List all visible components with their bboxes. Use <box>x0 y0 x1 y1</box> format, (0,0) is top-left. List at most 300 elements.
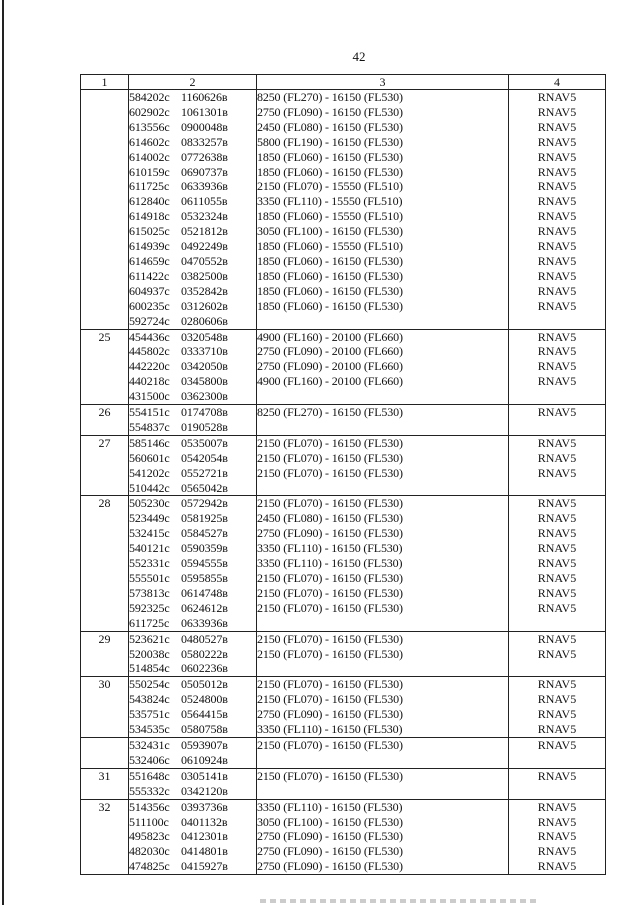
nav-spec-cell <box>509 405 606 436</box>
latitude-value: 442220с <box>129 359 170 374</box>
latitude-value: 611422с <box>129 268 170 283</box>
waypoint-line <box>129 299 256 314</box>
table-row <box>81 799 606 875</box>
nav-spec-line: RNAV5 <box>537 844 577 859</box>
waypoint-line <box>129 420 256 435</box>
waypoint-line <box>129 90 256 105</box>
latitude-value: 532415с <box>129 526 170 541</box>
altitude-range-line: 2150 (FL070) - 16150 (FL530) <box>257 692 403 707</box>
longitude-value: 0280606в <box>181 313 228 328</box>
nav-spec-line: RNAV5 <box>537 344 577 359</box>
waypoint-line <box>129 135 256 150</box>
altitude-range-line: 2750 (FL090) - 16150 (FL530) <box>257 707 403 722</box>
altitude-range-line: 2150 (FL070) - 16150 (FL530) <box>257 450 403 465</box>
altitude-range-cell <box>257 677 509 738</box>
altitude-range-line: 3350 (FL110) - 16150 (FL530) <box>257 799 403 814</box>
route-number-cell: 31 <box>81 768 129 799</box>
waypoint-line <box>129 436 256 451</box>
altitude-range-line: 2150 (FL070) - 16150 (FL530) <box>257 737 403 752</box>
nav-spec-line: RNAV5 <box>537 90 577 104</box>
waypoint-line <box>129 859 256 874</box>
altitude-range-line: 3350 (FL110) - 16150 (FL530) <box>257 722 403 737</box>
altitude-range-cell <box>257 405 509 436</box>
waypoint-line <box>129 344 256 359</box>
latitude-value: 554837с <box>129 419 170 434</box>
waypoints-cell <box>129 329 257 405</box>
table-row <box>81 677 606 738</box>
latitude-value: 535751с <box>129 707 170 722</box>
nav-spec-line: RNAV5 <box>537 646 577 661</box>
longitude-value: 0584527в <box>181 526 228 541</box>
longitude-value: 0412301в <box>181 829 228 844</box>
waypoint-line <box>129 616 256 631</box>
nav-spec-line: RNAV5 <box>537 209 577 224</box>
latitude-value: 560601с <box>129 450 170 465</box>
longitude-value: 0415927в <box>181 859 228 874</box>
nav-spec-line: RNAV5 <box>537 631 577 646</box>
altitude-range-line: 3050 (FL100) - 16150 (FL530) <box>257 814 403 829</box>
nav-spec-line: RNAV5 <box>537 511 577 526</box>
longitude-value: 0624612в <box>181 600 228 615</box>
longitude-value: 0333710в <box>181 344 228 359</box>
waypoint-line <box>129 586 256 601</box>
column-header-3: 3 <box>257 75 509 90</box>
altitude-range-cell <box>257 496 509 631</box>
altitude-range-line: 3050 (FL100) - 16150 (FL530) <box>257 224 403 239</box>
nav-spec-cell <box>509 496 606 631</box>
latitude-value: 552331с <box>129 556 170 571</box>
longitude-value: 0480527в <box>181 631 228 646</box>
altitude-range-line: 3350 (FL110) - 15550 (FL510) <box>257 194 403 209</box>
longitude-value: 0772638в <box>181 149 228 164</box>
nav-spec-line: RNAV5 <box>537 359 577 374</box>
latitude-value: 614939с <box>129 239 170 254</box>
nav-spec-cell <box>509 631 606 677</box>
altitude-range-line: 8250 (FL270) - 16150 (FL530) <box>257 90 403 104</box>
latitude-value: 602902с <box>129 104 170 119</box>
waypoint-line <box>129 269 256 284</box>
route-number-cell <box>81 90 129 330</box>
longitude-value: 0580758в <box>181 722 228 737</box>
table-row <box>81 329 606 405</box>
longitude-value: 1061301в <box>181 104 228 119</box>
latitude-value: 440218с <box>129 374 170 389</box>
longitude-value: 0633936в <box>181 615 228 630</box>
latitude-value: 474825с <box>129 859 170 874</box>
nav-spec-line: RNAV5 <box>537 600 577 615</box>
latitude-value: 584202с <box>129 90 170 104</box>
waypoints-cell <box>129 799 257 875</box>
latitude-value: 431500с <box>129 389 170 404</box>
latitude-value: 520038с <box>129 646 170 661</box>
longitude-value: 0833257в <box>181 134 228 149</box>
waypoint-line <box>129 753 256 768</box>
altitude-range-line: 2750 (FL090) - 16150 (FL530) <box>257 104 403 119</box>
altitude-range-line: 2150 (FL070) - 16150 (FL530) <box>257 768 403 783</box>
altitude-range-line: 1850 (FL060) - 16150 (FL530) <box>257 164 403 179</box>
longitude-value: 0572942в <box>181 496 228 511</box>
waypoints-cell <box>129 496 257 631</box>
altitude-range-cell <box>257 737 509 768</box>
waypoint-line <box>129 601 256 616</box>
table-row <box>81 496 606 631</box>
altitude-range-line: 2150 (FL070) - 16150 (FL530) <box>257 600 403 615</box>
latitude-value: 495823с <box>129 829 170 844</box>
longitude-value: 0352842в <box>181 283 228 298</box>
longitude-value: 0595855в <box>181 571 228 585</box>
altitude-range-line: 1850 (FL060) - 16150 (FL530) <box>257 283 403 298</box>
altitude-range-line: 1850 (FL060) - 15550 (FL510) <box>257 209 403 224</box>
altitude-range-line: 2150 (FL070) - 16150 (FL530) <box>257 435 403 450</box>
waypoint-line <box>129 526 256 541</box>
altitude-range-line: 2750 (FL090) - 20100 (FL660) <box>257 359 403 374</box>
waypoints-cell <box>129 677 257 738</box>
altitude-range-cell <box>257 799 509 875</box>
longitude-value: 0401132в <box>181 814 228 829</box>
altitude-range-line: 2750 (FL090) - 16150 (FL530) <box>257 829 403 844</box>
waypoints-cell <box>129 405 257 436</box>
nav-spec-line: RNAV5 <box>537 405 577 420</box>
nav-spec-line: RNAV5 <box>537 268 577 283</box>
nav-spec-cell <box>509 799 606 875</box>
latitude-value: 523449с <box>129 511 170 526</box>
nav-spec-cell <box>509 435 606 496</box>
latitude-value: 610159с <box>129 164 170 179</box>
longitude-value: 0552721в <box>181 465 228 480</box>
nav-spec-line: RNAV5 <box>537 329 577 344</box>
waypoint-line <box>129 330 256 345</box>
table-row <box>81 768 606 799</box>
altitude-range-line: 2150 (FL070) - 15550 (FL510) <box>257 179 403 194</box>
latitude-value: 543824с <box>129 692 170 707</box>
latitude-value: 454436с <box>129 329 170 344</box>
longitude-value: 0174708в <box>181 405 228 420</box>
latitude-value: 541202с <box>129 465 170 480</box>
nav-spec-line: RNAV5 <box>537 585 577 600</box>
altitude-range-line: 2750 (FL090) - 20100 (FL660) <box>257 344 403 359</box>
table-header-row <box>81 75 606 90</box>
waypoint-line <box>129 556 256 571</box>
route-number-cell: 32 <box>81 799 129 875</box>
longitude-value: 0393736в <box>181 799 228 814</box>
nav-spec-line: RNAV5 <box>537 496 577 511</box>
altitude-range-line: 2750 (FL090) - 16150 (FL530) <box>257 844 403 859</box>
nav-spec-line: RNAV5 <box>537 149 577 164</box>
nav-spec-line: RNAV5 <box>537 768 577 783</box>
waypoint-line <box>129 511 256 526</box>
longitude-value: 0521812в <box>181 224 228 239</box>
altitude-range-line: 3350 (FL110) - 16150 (FL530) <box>257 541 403 556</box>
waypoint-line <box>129 451 256 466</box>
latitude-value: 614659с <box>129 253 170 268</box>
waypoints-cell <box>129 631 257 677</box>
nav-spec-line: RNAV5 <box>537 541 577 556</box>
nav-spec-line: RNAV5 <box>537 814 577 829</box>
longitude-value: 0305141в <box>181 768 228 783</box>
page-number: 42 <box>352 49 366 64</box>
latitude-value: 551648с <box>129 768 170 783</box>
altitude-range-line: 2150 (FL070) - 16150 (FL530) <box>257 465 403 480</box>
nav-spec-line: RNAV5 <box>537 737 577 752</box>
latitude-value: 614918с <box>129 209 170 224</box>
nav-spec-line: RNAV5 <box>537 104 577 119</box>
longitude-value: 0590359в <box>181 541 228 556</box>
altitude-range-line: 8250 (FL270) - 16150 (FL530) <box>257 405 403 420</box>
latitude-value: 510442с <box>129 480 170 495</box>
altitude-range-line: 2150 (FL070) - 16150 (FL530) <box>257 646 403 661</box>
nav-spec-line: RNAV5 <box>537 859 577 874</box>
nav-spec-line: RNAV5 <box>537 450 577 465</box>
longitude-value: 1160626в <box>181 90 228 104</box>
waypoint-line <box>129 496 256 511</box>
nav-spec-line: RNAV5 <box>537 692 577 707</box>
waypoint-line <box>129 481 256 496</box>
waypoint-line <box>129 647 256 662</box>
waypoint-line <box>129 722 256 737</box>
latitude-value: 573813с <box>129 585 170 600</box>
latitude-value: 514356с <box>129 799 170 814</box>
waypoint-line <box>129 707 256 722</box>
table-row <box>81 737 606 768</box>
nav-spec-line: RNAV5 <box>537 119 577 134</box>
nav-spec-line: RNAV5 <box>537 374 577 389</box>
nav-spec-line: RNAV5 <box>537 164 577 179</box>
longitude-value: 0614748в <box>181 585 228 600</box>
altitude-range-line: 2150 (FL070) - 16150 (FL530) <box>257 631 403 646</box>
altitude-range-line: 1850 (FL060) - 15550 (FL510) <box>257 239 403 254</box>
altitude-range-line: 2450 (FL080) - 16150 (FL530) <box>257 119 403 134</box>
latitude-value: 523621с <box>129 631 170 646</box>
longitude-value: 0492249в <box>181 239 228 254</box>
nav-spec-cell <box>509 90 606 330</box>
waypoint-line <box>129 194 256 209</box>
nav-spec-cell <box>509 329 606 405</box>
waypoint-line <box>129 254 256 269</box>
nav-spec-line: RNAV5 <box>537 435 577 450</box>
altitude-range-line: 2150 (FL070) - 16150 (FL530) <box>257 496 403 511</box>
nav-spec-line: RNAV5 <box>537 571 577 585</box>
waypoint-line <box>129 738 256 753</box>
nav-spec-line: RNAV5 <box>537 556 577 571</box>
longitude-value: 0633936в <box>181 179 228 194</box>
altitude-range-cell <box>257 90 509 330</box>
altitude-range-line: 2150 (FL070) - 16150 (FL530) <box>257 677 403 692</box>
nav-spec-line: RNAV5 <box>537 134 577 149</box>
latitude-value: 550254с <box>129 677 170 692</box>
longitude-value: 0320548в <box>181 329 228 344</box>
route-number-cell: 25 <box>81 329 129 405</box>
altitude-range-line: 1850 (FL060) - 16150 (FL530) <box>257 253 403 268</box>
waypoint-line <box>129 120 256 135</box>
waypoint-line <box>129 179 256 194</box>
waypoint-line <box>129 661 256 676</box>
waypoint-line <box>129 374 256 389</box>
altitude-range-line: 1850 (FL060) - 16150 (FL530) <box>257 268 403 283</box>
altitude-range-cell <box>257 435 509 496</box>
longitude-value: 0610924в <box>181 752 228 767</box>
nav-spec-line: RNAV5 <box>537 283 577 298</box>
bottom-scan-marks <box>260 899 540 903</box>
longitude-value: 0594555в <box>181 556 228 571</box>
altitude-range-line: 2750 (FL090) - 16150 (FL530) <box>257 526 403 541</box>
column-header-2: 2 <box>129 75 257 90</box>
latitude-value: 592325с <box>129 600 170 615</box>
table-row <box>81 90 606 330</box>
longitude-value: 0382500в <box>181 268 228 283</box>
waypoint-line <box>129 224 256 239</box>
latitude-value: 540121с <box>129 541 170 556</box>
waypoint-line <box>129 405 256 420</box>
latitude-value: 614002с <box>129 149 170 164</box>
longitude-value: 0362300в <box>181 389 228 404</box>
waypoint-line <box>129 677 256 692</box>
waypoint-line <box>129 784 256 799</box>
table-row <box>81 631 606 677</box>
waypoints-cell <box>129 90 257 330</box>
route-number-cell: 27 <box>81 435 129 496</box>
altitude-range-line: 4900 (FL160) - 20100 (FL660) <box>257 329 403 344</box>
latitude-value: 585146с <box>129 435 170 450</box>
nav-spec-line: RNAV5 <box>537 298 577 313</box>
waypoints-cell <box>129 435 257 496</box>
route-number-cell: 29 <box>81 631 129 677</box>
waypoint-line <box>129 632 256 647</box>
altitude-range-cell <box>257 631 509 677</box>
route-number-cell <box>81 737 129 768</box>
waypoint-line <box>129 150 256 165</box>
nav-spec-line: RNAV5 <box>537 829 577 844</box>
longitude-value: 0581925в <box>181 511 228 526</box>
latitude-value: 514854с <box>129 661 170 676</box>
nav-spec-cell <box>509 768 606 799</box>
latitude-value: 614602с <box>129 134 170 149</box>
altitude-range-line: 2750 (FL090) - 16150 (FL530) <box>257 859 403 874</box>
latitude-value: 482030с <box>129 844 170 859</box>
column-header-1: 1 <box>81 75 129 90</box>
altitude-range-line: 2150 (FL070) - 16150 (FL530) <box>257 571 403 585</box>
longitude-value: 0414801в <box>181 844 228 859</box>
table-body <box>81 90 606 875</box>
latitude-value: 600235с <box>129 298 170 313</box>
altitude-range-line: 5800 (FL190) - 16150 (FL530) <box>257 134 403 149</box>
route-number-cell: 28 <box>81 496 129 631</box>
waypoint-line <box>129 844 256 859</box>
waypoint-line <box>129 815 256 830</box>
nav-spec-line: RNAV5 <box>537 194 577 209</box>
longitude-value: 0342050в <box>181 359 228 374</box>
nav-spec-line: RNAV5 <box>537 179 577 194</box>
longitude-value: 0565042в <box>181 480 228 495</box>
waypoint-line <box>129 389 256 404</box>
nav-spec-line: RNAV5 <box>537 722 577 737</box>
latitude-value: 612840с <box>129 194 170 209</box>
latitude-value: 505230с <box>129 496 170 511</box>
longitude-value: 0535007в <box>181 435 228 450</box>
latitude-value: 532431с <box>129 737 170 752</box>
latitude-value: 555501с <box>129 571 170 585</box>
waypoint-line <box>129 769 256 784</box>
latitude-value: 445802с <box>129 344 170 359</box>
waypoint-line <box>129 466 256 481</box>
longitude-value: 0564415в <box>181 707 228 722</box>
altitude-range-line: 1850 (FL060) - 16150 (FL530) <box>257 149 403 164</box>
longitude-value: 0342120в <box>181 783 228 798</box>
waypoint-line <box>129 359 256 374</box>
longitude-value: 0900048в <box>181 119 228 134</box>
table-row <box>81 435 606 496</box>
nav-spec-line: RNAV5 <box>537 526 577 541</box>
waypoint-line <box>129 165 256 180</box>
nav-spec-line: RNAV5 <box>537 677 577 692</box>
nav-spec-line: RNAV5 <box>537 253 577 268</box>
nav-spec-line: RNAV5 <box>537 799 577 814</box>
longitude-value: 0580222в <box>181 646 228 661</box>
longitude-value: 0690737в <box>181 164 228 179</box>
waypoint-line <box>129 239 256 254</box>
waypoint-line <box>129 571 256 586</box>
nav-spec-line: RNAV5 <box>537 224 577 239</box>
latitude-value: 592724с <box>129 313 170 328</box>
longitude-value: 0602236в <box>181 661 228 676</box>
latitude-value: 554151с <box>129 405 170 420</box>
nav-spec-line: RNAV5 <box>537 465 577 480</box>
altitude-range-line: 4900 (FL160) - 20100 (FL660) <box>257 374 403 389</box>
column-header-4: 4 <box>509 75 606 90</box>
longitude-value: 0190528в <box>181 419 228 434</box>
latitude-value: 615025с <box>129 224 170 239</box>
waypoint-line <box>129 209 256 224</box>
longitude-value: 0312602в <box>181 298 228 313</box>
latitude-value: 611725с <box>129 179 170 194</box>
altitude-range-line: 3350 (FL110) - 16150 (FL530) <box>257 556 403 571</box>
route-number-cell: 30 <box>81 677 129 738</box>
left-page-border <box>2 0 4 905</box>
latitude-value: 534535с <box>129 722 170 737</box>
altitude-range-line: 2450 (FL080) - 16150 (FL530) <box>257 511 403 526</box>
latitude-value: 604937с <box>129 283 170 298</box>
longitude-value: 0524800в <box>181 692 228 707</box>
table-row <box>81 405 606 436</box>
nav-spec-line: RNAV5 <box>537 239 577 254</box>
route-table <box>80 74 606 875</box>
longitude-value: 0345800в <box>181 374 228 389</box>
latitude-value: 555332с <box>129 783 170 798</box>
route-number-cell: 26 <box>81 405 129 436</box>
latitude-value: 511100с <box>129 814 169 829</box>
longitude-value: 0611055в <box>181 194 228 209</box>
longitude-value: 0532324в <box>181 209 228 224</box>
nav-spec-cell <box>509 737 606 768</box>
waypoint-line <box>129 105 256 120</box>
nav-spec-line: RNAV5 <box>537 707 577 722</box>
nav-spec-cell <box>509 677 606 738</box>
longitude-value: 0505012в <box>181 677 228 692</box>
longitude-value: 0470552в <box>181 253 228 268</box>
waypoint-line <box>129 692 256 707</box>
waypoint-line <box>129 284 256 299</box>
waypoint-line <box>129 800 256 815</box>
latitude-value: 611725с <box>129 615 170 630</box>
waypoint-line <box>129 541 256 556</box>
latitude-value: 613556с <box>129 119 170 134</box>
waypoint-line <box>129 314 256 329</box>
altitude-range-cell <box>257 329 509 405</box>
waypoints-cell <box>129 768 257 799</box>
longitude-value: 0593907в <box>181 737 228 752</box>
altitude-range-cell <box>257 768 509 799</box>
longitude-value: 0542054в <box>181 450 228 465</box>
waypoint-line <box>129 829 256 844</box>
